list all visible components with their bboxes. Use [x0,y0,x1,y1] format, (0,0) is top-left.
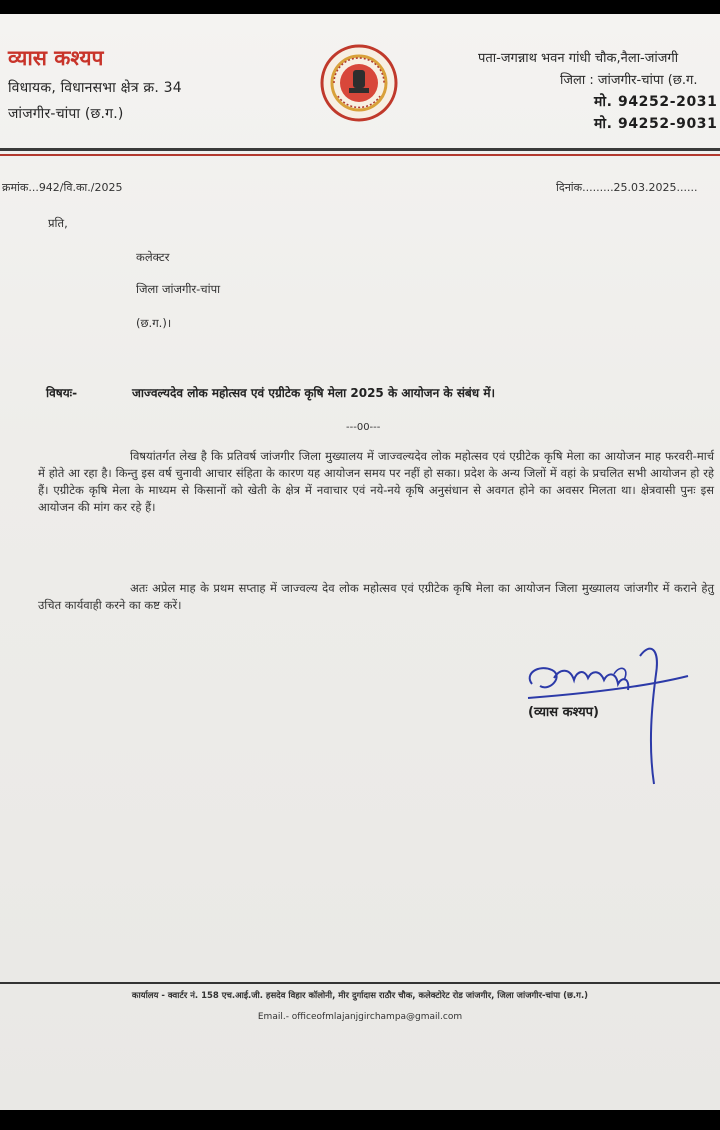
body-paragraph-1: विषयांतर्गत लेख है कि प्रतिवर्ष जांजगीर जिला मुख्यालय में जाज्वल्यदेव लोक महोत्सव एवं एग्रीटेक कृषि मेला का आयोजन माह फरवरी-मार्च में होते आ रहा है। किन्तु इस वर्ष चुनावी आचार संहिता के कारण यह आयोजन समय पर नहीं हो सका। प्रदेश के अन्य जिलों में वहां के प्रचलित सभी आयोजन हो रहे हैं। एग्रीटेक कृषि मेला के माध्यम से किसानों को खेती के क्षेत्र में नवाचार एवं नये-नये कृषि अनुसंधान से अवगत होने का अवसर मिलता था। क्षेत्रवासी पुनः इस आयोजन की मांग कर रहे हैं। [38,449,714,514]
reference-number: क्रमांक...942/वि.का./2025 [2,181,123,194]
divider-mark: ---00--- [346,422,381,433]
emblem-icon [320,44,398,122]
address-district: जिला : जांजगीर-चांपा (छ.ग. [560,73,698,88]
footer-office-address: कार्यालय - क्वार्टर नं. 158 एच.आई.जी. हसदेव विहार कॉलोनी, मीर दुर्गादास राठौर चौक, कलेक्टोरेट रोड जांजगीर, जिला जांजगीर-चांपा (छ.ग.) [131,991,589,1001]
signatory-name: (व्यास कश्यप) [528,705,599,720]
footer-email: Email.- officeofmlajanjgirchampa@gmail.com [257,1012,463,1022]
recipient-title: कलेक्टर [136,250,170,264]
subject-text: जाज्वल्यदेव लोक महोत्सव एवं एग्रीटेक कृषि मेला 2025 के आयोजन के संबंध में। [132,386,496,400]
recipient-district: जिला जांजगीर-चांपा [136,282,221,296]
mobile-number-2: मो. 94252-9031 [594,116,718,132]
prati-label: प्रति, [48,216,68,230]
recipient-state: (छ.ग.)। [136,316,172,330]
mla-district: जांजगीर-चांपा (छ.ग.) [8,106,124,122]
letter-date: दिनांक.........25.03.2025...... [556,181,698,194]
address-line: पता-जगन्नाथ भवन गांधी चौक,नैला-जांजगी [478,51,679,66]
mla-name: व्यास कश्यप [8,46,104,70]
letter-page [0,14,720,1110]
subject-label: विषयः- [46,386,78,400]
mobile-number-1: मो. 94252-2031 [594,94,718,110]
body-paragraph-2: अतः अप्रेल माह के प्रथम सप्ताह में जाज्वल्य देव लोक महोत्सव एवं एग्रीटेक कृषि मेला का आयोजन जिला मुख्यालय जांजगीर में कराने हेतु उचित कार्यवाही करने का कष्ट करें। [38,581,714,612]
header-rule-dark [0,148,720,151]
header-rule-red [0,154,720,156]
footer-rule [0,982,720,984]
mla-designation: विधायक, विधानसभा क्षेत्र क्र. 34 [8,80,182,96]
